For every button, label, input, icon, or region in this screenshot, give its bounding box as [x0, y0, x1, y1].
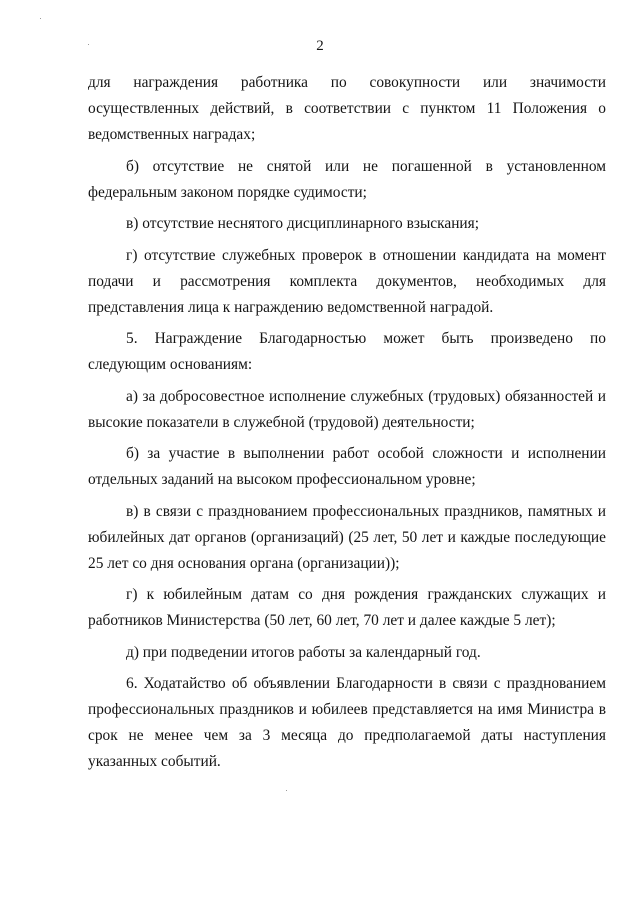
document-body — [88, 70, 606, 781]
page-number: 2 — [316, 38, 324, 54]
paragraph-item-b-criminal-record: б) отсутствие не снятой или не погашенной в установленном федеральным законом порядке судимости; — [88, 157, 606, 201]
paragraph-item-a-duties: а) за добросовестное исполнение служебных (трудовых) обязанностей и высокие показатели в служебной (трудовой) деятельности; — [88, 387, 606, 431]
paragraph-item-v-disciplinary: в) отсутствие неснятого дисциплинарного взыскания; — [126, 215, 480, 232]
scan-speck — [40, 18, 41, 19]
paragraph-item-b-complex-work: б) за участие в выполнении работ особой сложности и исполнении отдельных заданий на высоком профессиональном уровне; — [88, 445, 606, 488]
paragraph-section-5: 5. Награждение Благодарностью может быть произведено по следующим основаниям: — [88, 330, 606, 373]
paragraph-section-6: 6. Ходатайство об объявлении Благодарности в связи с празднованием профессиональных праздников и юбилеев представляется на имя Министра в срок не менее чем за 3 месяца до предполагаемой даты наступления указанных событий. — [88, 675, 606, 770]
paragraph-item-v-holidays: в) в связи с празднованием профессиональных праздников, памятных и юбилейных дат органов (организаций) (25 лет, 50 лет и каждые последующие 25 лет со дня основания органа (организации)); — [88, 502, 606, 572]
scan-speck — [286, 790, 287, 791]
paragraph-item-g-inspections: г) отсутствие служебных проверок в отношении кандидата на момент подачи и рассмотрения комплекта документов, необходимых для представления лица к награждению ведомственной наградой. — [88, 246, 606, 316]
paragraph-continuation: для награждения работника по совокупности или значимости осуществленных действий, в соответствии с пунктом 11 Положения о ведомственных наградах; — [88, 74, 606, 143]
paragraph-item-g-birthdays: г) к юбилейным датам со дня рождения гражданских служащих и работников Министерства (50 лет, 60 лет, 70 лет и далее каждые 5 лет); — [88, 586, 606, 629]
paragraph-item-d-year-results: д) при подведении итогов работы за календарный год. — [126, 643, 481, 661]
